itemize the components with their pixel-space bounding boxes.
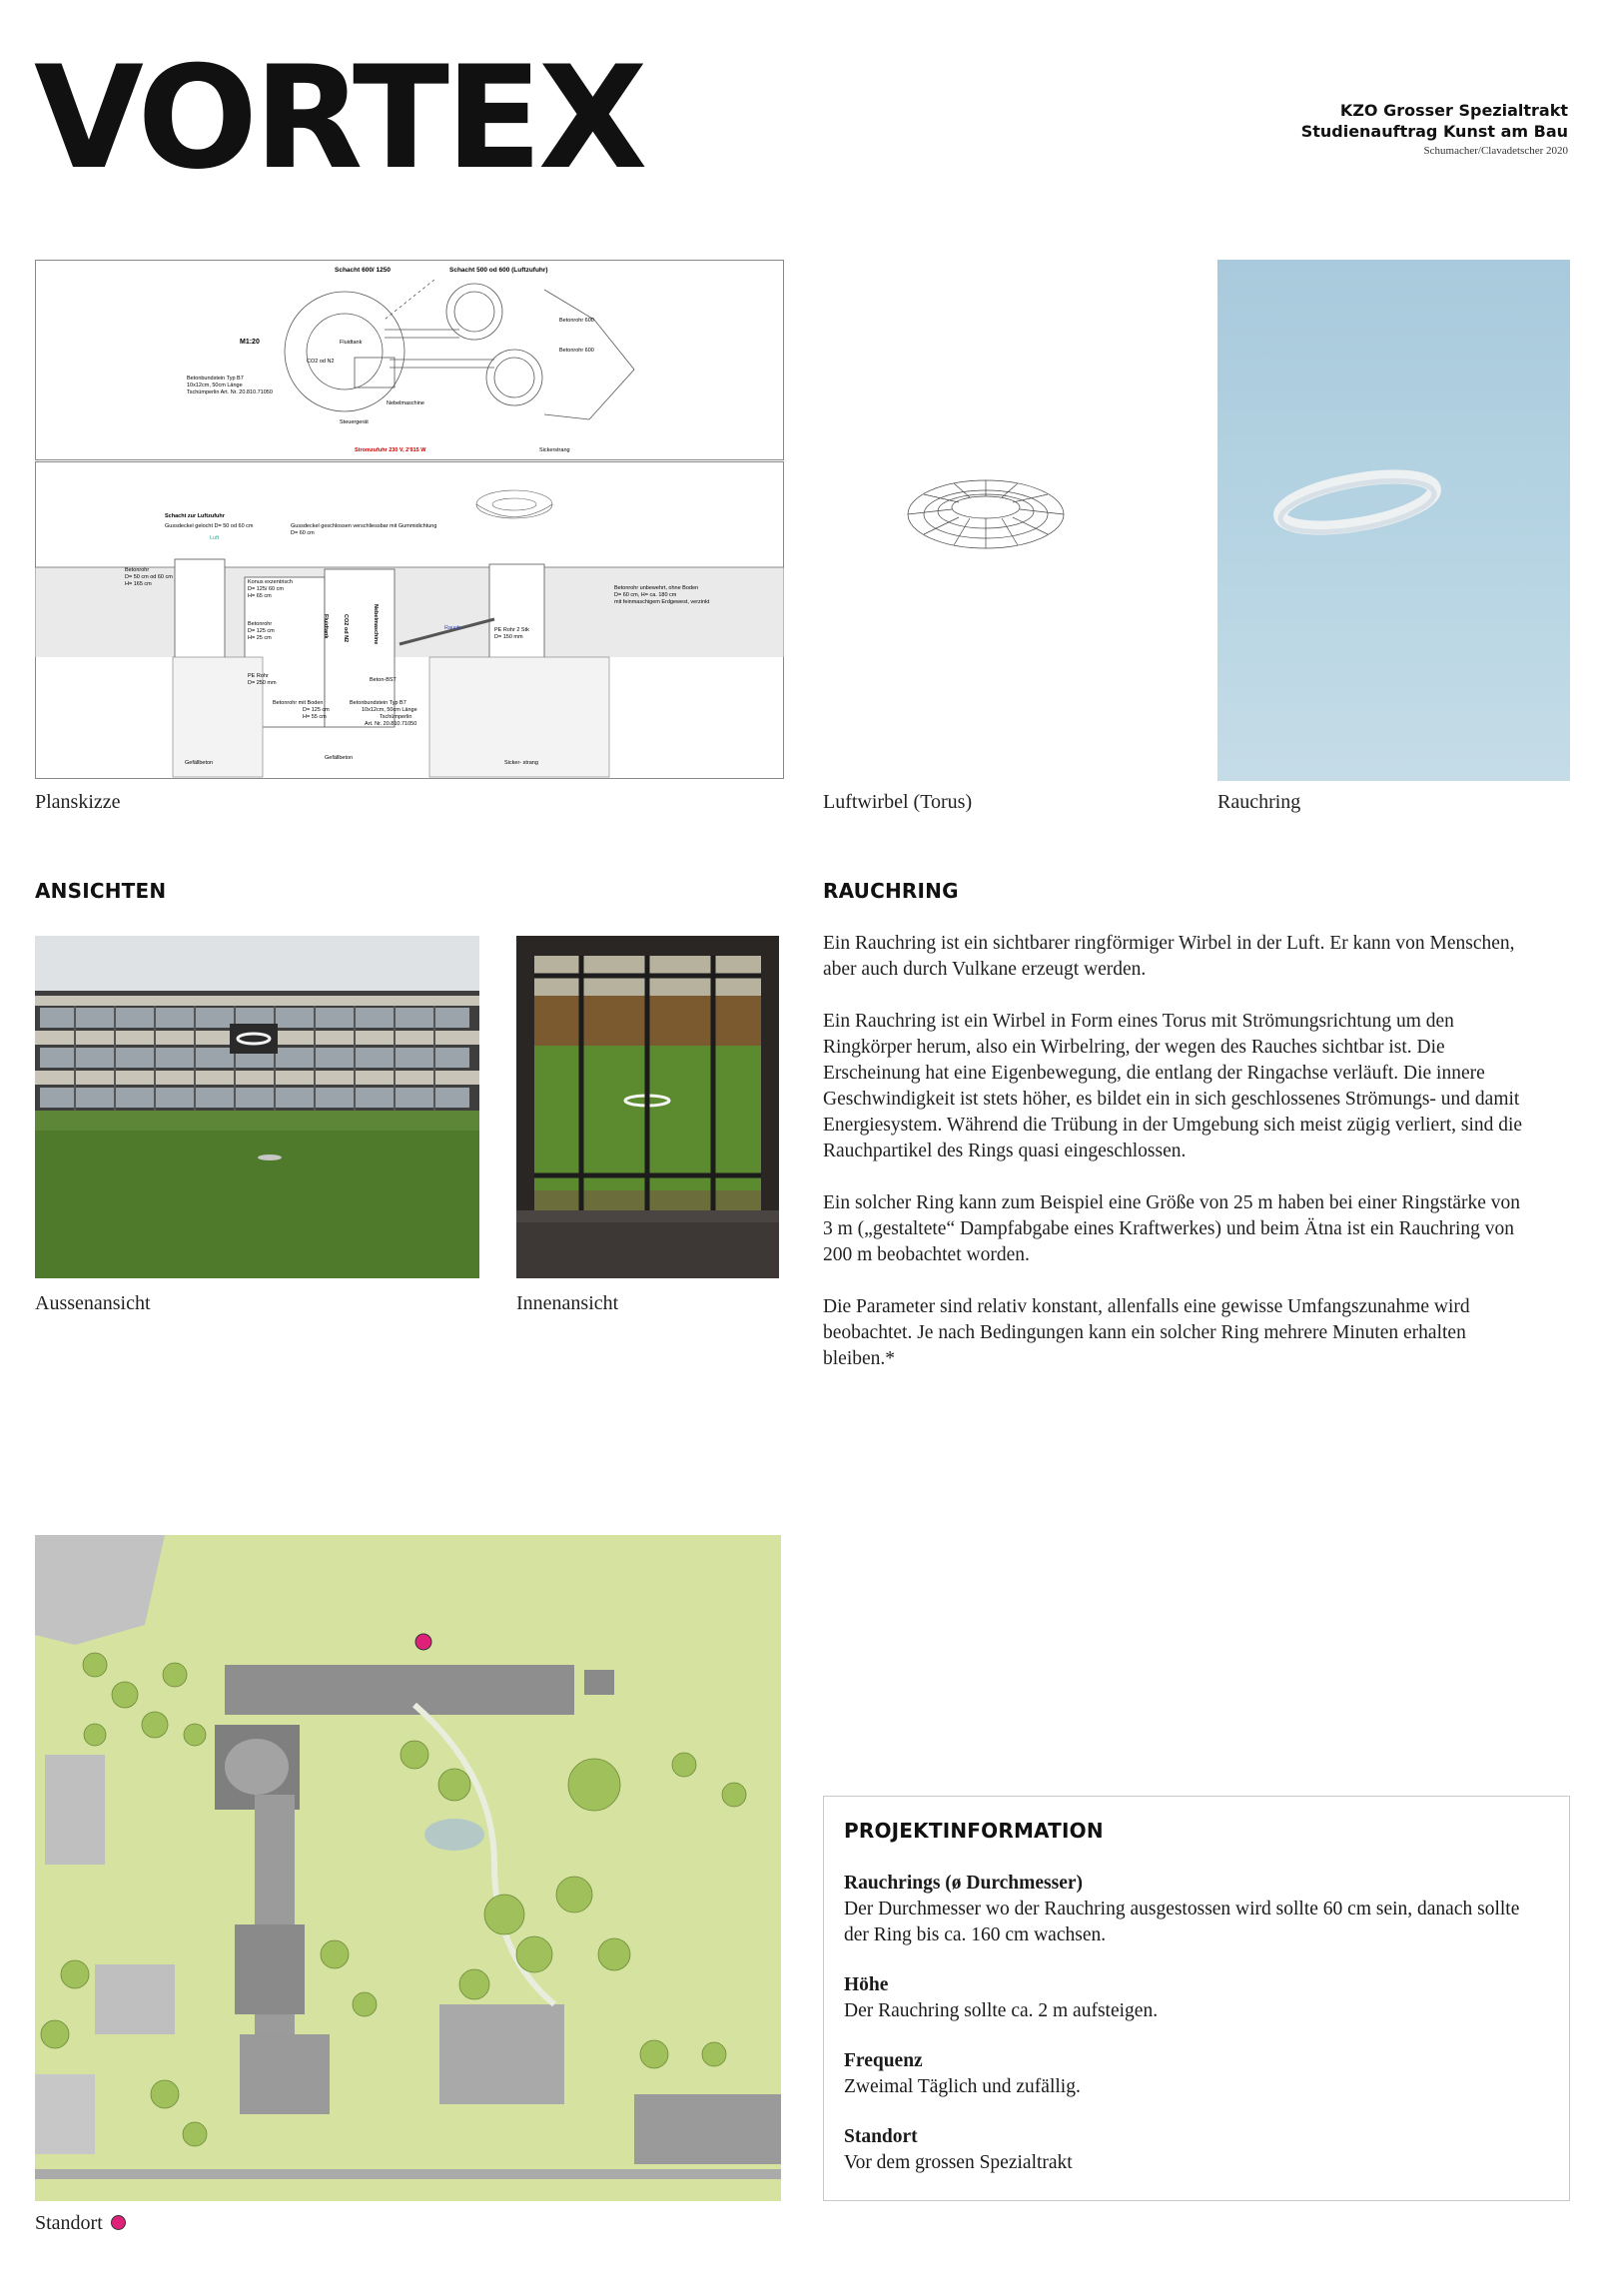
paragraph: Ein Rauchring ist ein sichtbarer ringförmiger Wirbel in der Luft. Er kann von Menschen, aber auch durch Vulkane erzeugt werden. [823,933,1515,980]
info-key: Standort [844,2126,918,2147]
torus-wireframe [904,469,1069,559]
info-value: Zweimal Täglich und zufällig. [844,2076,1081,2097]
plan-label: 10x12cm, 50cm Länge [362,707,417,713]
plan-label: Gefällbeton [325,755,354,761]
section-heading-ansichten: ANSICHTEN [35,879,167,903]
plan-label: H= 165 cm [125,581,152,587]
project-info-heading: PROJEKTINFORMATION [844,1819,1104,1843]
info-value: Vor dem grossen Spezialtrakt [844,2152,1073,2173]
plan-label: D= 125 cm [248,628,275,634]
plan-sketch [35,260,784,779]
plan-label: Tschümperlin [380,714,412,720]
rauchring-text [823,931,1534,1372]
info-key: Frequenz [844,2050,923,2071]
plan-label: Schacht zur Luftzufuhr [165,513,225,519]
site-map [35,1535,781,2201]
plan-label: Betonrohr unbewehrt, ohne Boden [614,585,699,591]
plan-label: Konus exzentrisch [248,579,293,585]
plan-label: CO2 od N2 [343,614,349,643]
smoke-ring-photo [1217,260,1570,781]
plan-label: Betonrohr mit Boden [273,700,324,706]
plan-label: H= 65 cm [248,593,272,599]
plan-label: Steuergerät [340,419,369,425]
plan-label: D= 125 cm [303,707,330,713]
plan-label: Tschümperlin Art. Nr. 20.810.71050 [187,389,273,395]
project-info-box [823,1796,1570,2201]
plan-label: Stromzufuhr 230 V, 2'915 W [355,447,426,453]
plan-label: H= 55 cm [303,714,327,720]
caption-torus: Luftwirbel (Torus) [823,791,973,813]
info-value: Der Durchmesser wo der Rauchring ausgestossen wird sollte 60 cm sein, danach sollte der Ring bis ca. 160 cm wachsen. [844,1899,1520,1945]
plan-label: D= 60 cm [291,530,315,536]
plan-label: Gussdeckel geschlossen verschliessbar mit Gummidichtung [291,523,437,529]
plan-label: CO2 od N2 [307,359,335,365]
plan-label: Sickerstrang [539,447,570,453]
caption-ring: Rauchring [1217,791,1301,813]
project-name: KZO Grosser Spezialtrakt [1339,101,1568,120]
section-heading-rauchring: RAUCHRING [823,879,959,903]
plan-label: M1:20 [240,339,260,346]
plan-label: Fluidtank [323,614,329,639]
plan-label: D= 150 mm [494,634,523,640]
plan-label: Betonbundstein Typ B7 [350,700,406,706]
paragraph: Die Parameter sind relativ konstant, allenfalls eine gewisse Umfangszunahme wird beobachtet. Je nach Bedingungen kann ein solcher Ring mehrere Minuten erhalten bleiben.* [823,1296,1470,1369]
info-value: Der Rauchring sollte ca. 2 m aufsteigen. [844,2000,1159,2021]
info-item [844,2048,1549,2100]
plan-label: D= 250 mm [248,680,277,686]
plan-label: Betonrohr [248,621,273,627]
plan-label: Schacht 500 od 600 (Luftzufuhr) [449,267,548,274]
plan-label: Sicker- strang [504,760,538,766]
plan-label: Betonrohr [125,567,150,573]
plan-label: Betonrohr 600 [559,348,594,354]
project-authors: Schumacher/Clavadetscher 2020 [1423,145,1568,157]
paragraph: Ein Rauchring ist ein Wirbel in Form eines Torus mit Strömungsrichtung um den Ringkörper herum, also ein Wirbelring, der wegen des Rauches sichtbar ist. Die Erscheinung hat eine Eigenbewegung, die entlang der Ringachse verläuft. Die innere Geschwindigkeit ist stets höher, es bildet ein in sich geschlossenes Strömungs- und damit Energiesystem. Während die Trübung in der Umgebung sich meist zügig verliert, sind die Rauchpartikel des Rings quasi eingeschlossen. [823,1011,1523,1161]
caption-plan: Planskizze [35,791,121,813]
plan-label: Betonrohr 600 [559,318,594,324]
plan-label: D= 125/ 60 cm [248,586,284,592]
plan-label: H= 25 cm [248,635,272,641]
plan-label: 10x12cm, 50cm Länge [187,383,243,388]
plan-label: Beton-BST [370,677,397,683]
project-subtitle: Studienauftrag Kunst am Bau [1300,122,1568,141]
info-item [844,1972,1549,2024]
plan-label: PE Rohr [248,673,269,679]
caption-standort [35,2212,126,2235]
interior-view-photo [516,936,779,1278]
plan-label: Art. Nr. 20.810.71050 [365,721,417,727]
caption-innen: Innenansicht [516,1292,619,1314]
plan-label: Luft [210,535,220,541]
location-marker-icon [111,2215,126,2230]
page-title: VORTEX [34,36,644,201]
plan-label: Nebelmaschine [373,604,379,645]
info-key: Höhe [844,1974,889,1995]
plan-label: Rauch [444,625,460,631]
plan-label: Betonbundstein Typ B7 [187,376,244,382]
paragraph: Ein solcher Ring kann zum Beispiel eine Größe von 25 m haben bei einer Ringstärke von 3 m („gestaltete“ Dampfabgabe eines Kraftwerkes) und beim Ätna ist ein Rauchring von 200 m beobachtet worden. [823,1192,1521,1265]
plan-label: Fluidtank [340,340,363,346]
exterior-view-photo [35,936,479,1278]
plan-label: D= 50 cm od 60 cm [125,574,173,580]
info-item [844,2124,1549,2176]
project-header [1301,100,1568,160]
plan-label: Schacht 600/ 1250 [335,267,392,274]
plan-label: Nebelmaschine [387,400,424,406]
plan-label: Gussdeckel gelocht D= 50 od 60 cm [165,523,254,529]
plan-label: PE Rohr 2 Stk [494,627,529,633]
plan-label: Gefällbeton [185,760,214,766]
caption-aussen: Aussenansicht [35,1292,151,1314]
info-key: Rauchrings (ø Durchmesser) [844,1873,1084,1894]
info-item [844,1871,1549,1948]
caption-standort-text: Standort [35,2212,103,2234]
plan-label: mit feinmaschigem Erdgewest, verzinkt [614,599,710,605]
plan-label: D= 60 cm, H= ca. 180 cm [614,592,677,598]
